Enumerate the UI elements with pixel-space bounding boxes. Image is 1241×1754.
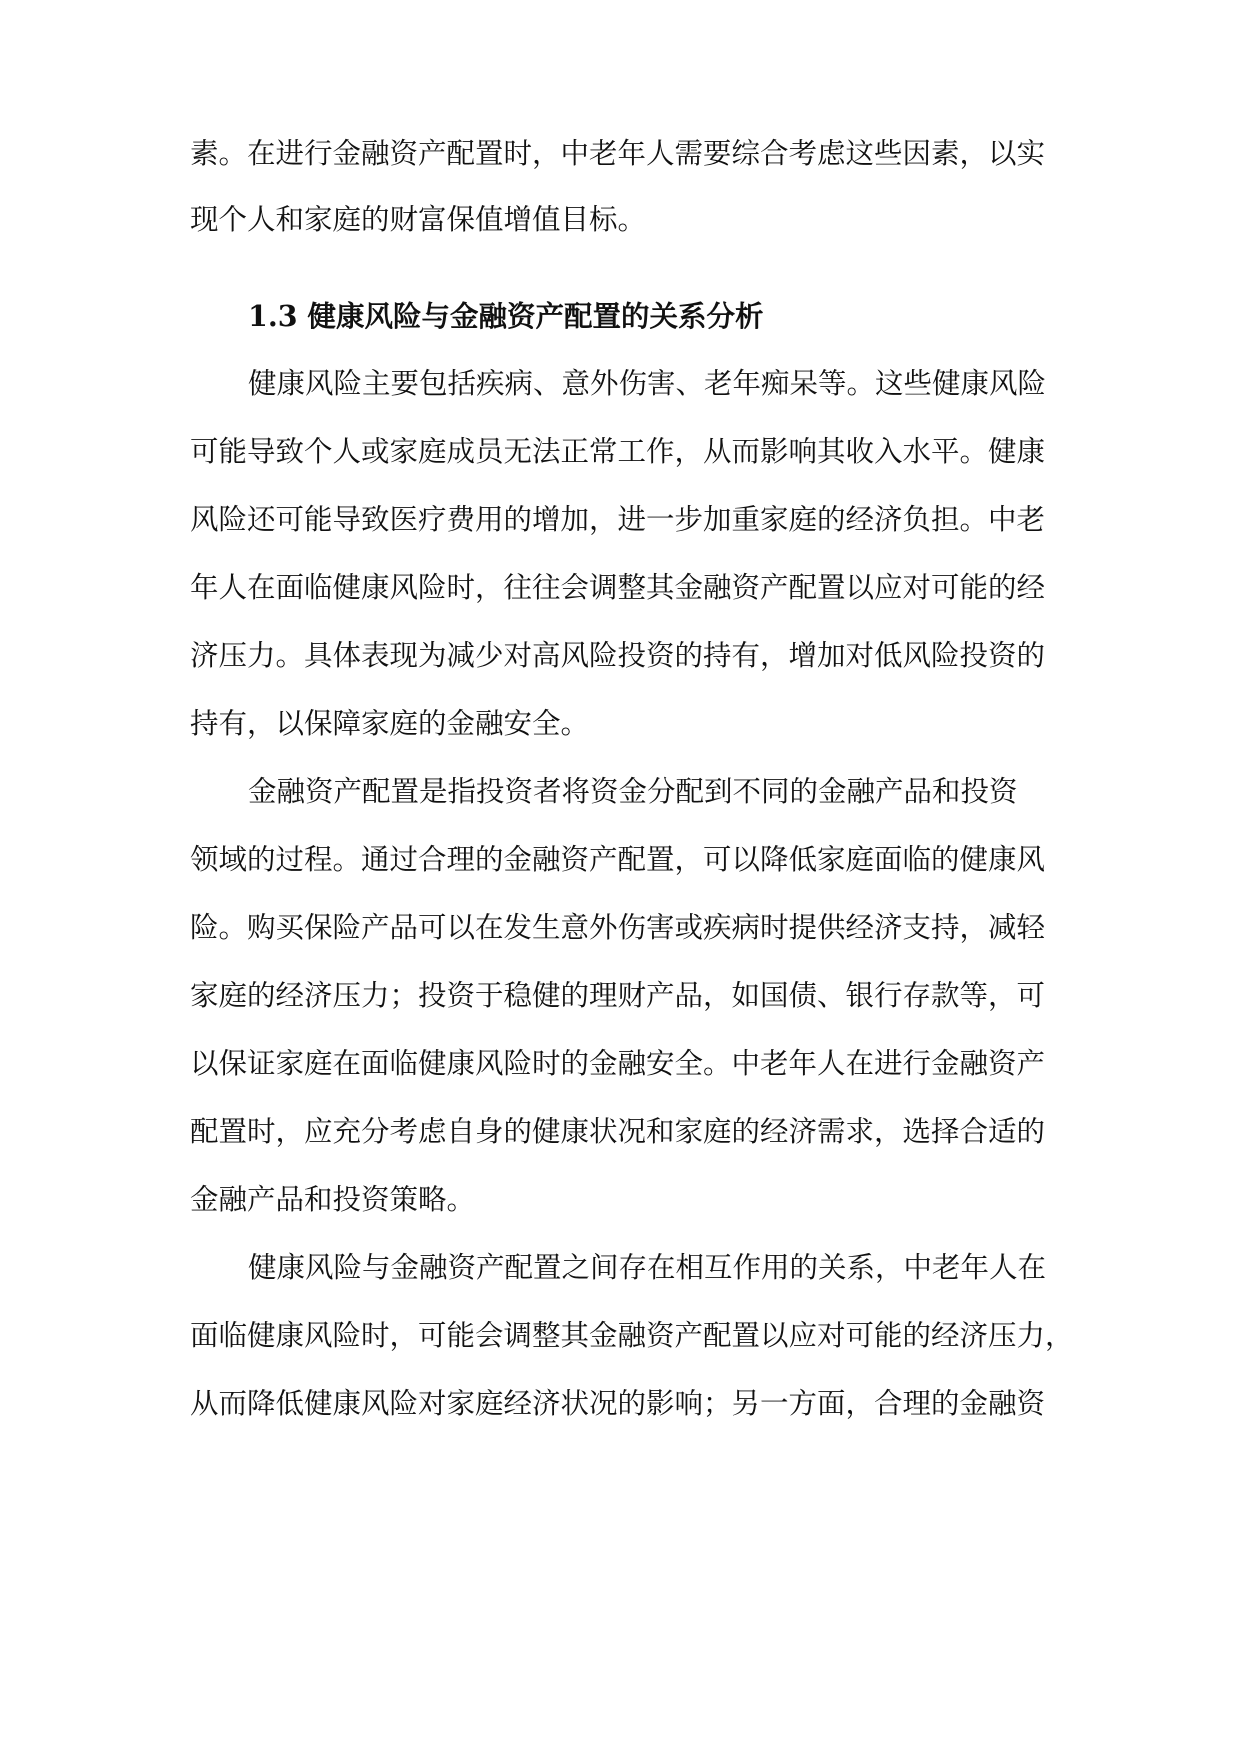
paragraph-3-line-2: 面临健康风险时，可能会调整其金融资产配置以应对可能的经济压力， — [190, 1319, 1074, 1352]
paragraph-1-line-4: 年人在面临健康风险时，往往会调整其金融资产配置以应对可能的经 — [190, 571, 1046, 604]
section-heading: 1.3 健康风险与金融资产配置的关系分析 — [248, 299, 764, 333]
paragraph-1-line-2: 可能导致个人或家庭成员无法正常工作，从而影响其收入水平。健康 — [190, 435, 1046, 468]
paragraph-2-line-5: 以保证家庭在面临健康风险时的金融安全。中老年人在进行金融资产 — [190, 1047, 1046, 1080]
paragraph-2-line-2: 领域的过程。通过合理的金融资产配置，可以降低家庭面临的健康风 — [190, 843, 1046, 876]
paragraph-2-line-3: 险。购买保险产品可以在发生意外伤害或疾病时提供经济支持，减轻 — [190, 911, 1046, 944]
paragraph-2-line-6: 配置时，应充分考虑自身的健康状况和家庭的经济需求，选择合适的 — [190, 1115, 1046, 1148]
intro-line-2: 现个人和家庭的财富保值增值目标。 — [190, 203, 647, 236]
paragraph-1-line-3: 风险还可能导致医疗费用的增加，进一步加重家庭的经济负担。中老 — [190, 503, 1046, 536]
paragraph-1-line-1: 健康风险主要包括疾病、意外伤害、老年痴呆等。这些健康风险 — [248, 367, 1047, 400]
intro-line-1: 素。在进行金融资产配置时，中老年人需要综合考虑这些因素，以实 — [190, 137, 1046, 170]
paragraph-3-line-1: 健康风险与金融资产配置之间存在相互作用的关系，中老年人在 — [248, 1251, 1047, 1284]
paragraph-2-line-4: 家庭的经济压力；投资于稳健的理财产品，如国债、银行存款等，可 — [190, 979, 1046, 1012]
paragraph-2-line-7: 金融产品和投资策略。 — [190, 1183, 476, 1216]
paragraph-1-line-5: 济压力。具体表现为减少对高风险投资的持有，增加对低风险投资的 — [190, 639, 1046, 672]
paragraph-2-line-1: 金融资产配置是指投资者将资金分配到不同的金融产品和投资 — [248, 775, 1018, 808]
paragraph-3-line-3: 从而降低健康风险对家庭经济状况的影响；另一方面，合理的金融资 — [190, 1387, 1046, 1420]
paragraph-1-line-6: 持有，以保障家庭的金融安全。 — [190, 707, 590, 740]
